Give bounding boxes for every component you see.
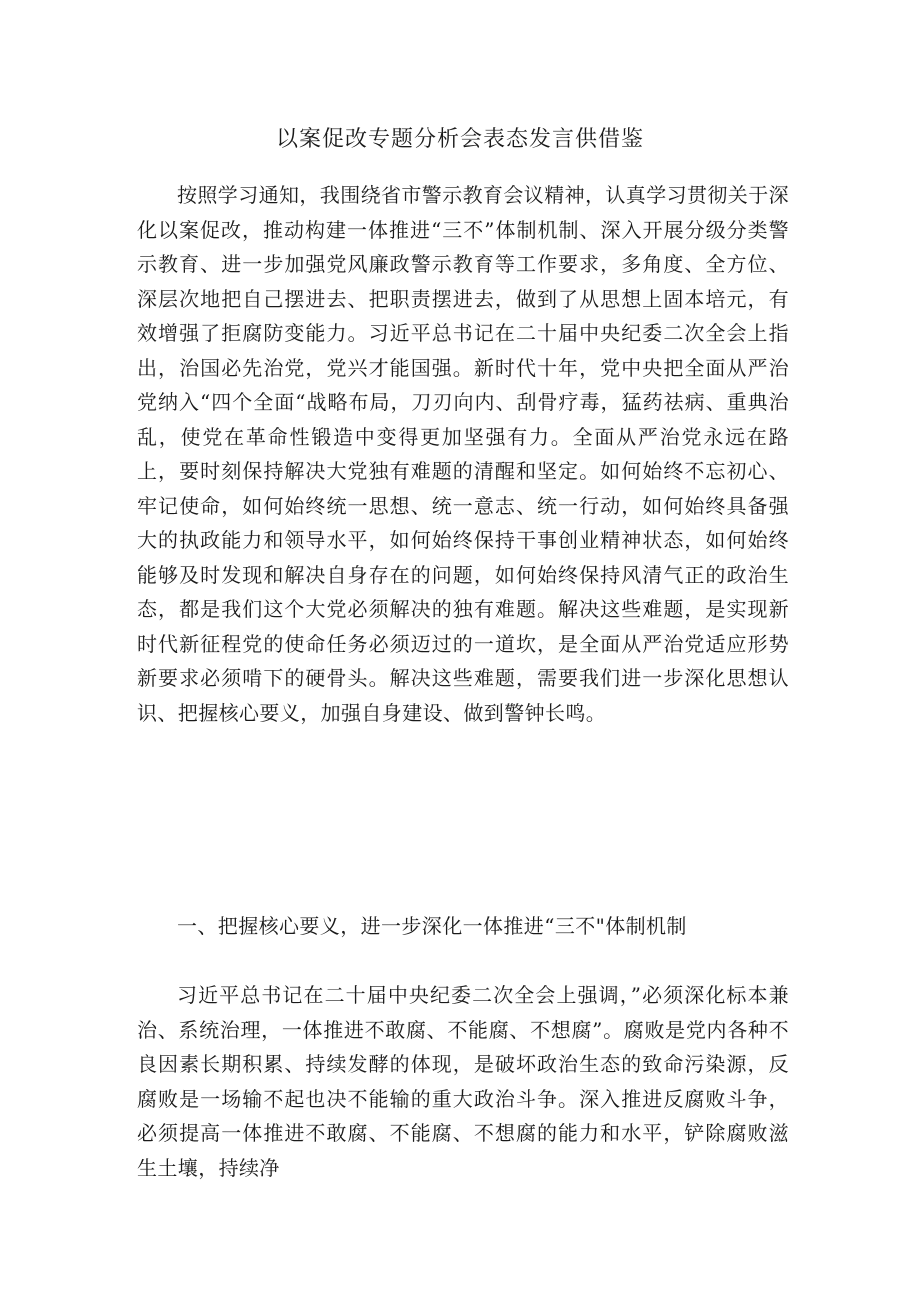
section-heading-1: 一、把握核心要义，进一步深化一体推进“三不"体制机制 [177,914,687,938]
body-paragraph-1: 按照学习通知，我围绕省市警示教育会议精神，认真学习贯彻关于深化以案促改，推动构建一体推进“三不”体制机制、深入开展分级分类警示教育、进一步加强党风廉政警示教育等工作要求，多角度、全方位、深层次地把自己摆进去、把职责摆进去，做到了从思想上固本培元，有效增强了拒腐防变能力。习近平总书记在二十届中央纪委二次全会上指出，治国必先治党，党兴才能国强。新时代十年，党中央把全面从严治党纳入“四个全面“战略布局，刀刃向内、刮骨疗毒，猛药祛病、重典治乱，使党在革命性锻造中变得更加坚强有力。全面从严治党永远在路上，要时刻保持解决大党独有难题的清醒和坚定。如何始终不忘初心、牢记使命，如何始终统一思想、统一意志、统一行动，如何始终具备强大的执政能力和领导水平，如何始终保持干事创业精神状态，如何始终能够及时发现和解决自身存在的问题，如何始终保持风清气正的政治生态，都是我们这个大党必须解决的独有难题。解决这些难题，是实现新时代新征程党的使命任务必须迈过的一道坎，是全面从严治党适应形势新要求必须啃下的硬骨头。解决这些难题，需要我们进一步深化思想认识、把握核心要义，加强自身建设、做到警钟长鸣。 [137,183,789,725]
body-paragraph-2: 习近平总书记在二十届中央纪委二次全会上强调，”必须深化标本兼治、系统治理，一体推进不敢腐、不能腐、不想腐”。腐败是党内各种不良因素长期积累、持续发酵的体现，是破坏政治生态的致命污染源，反腐败是一场输不起也决不能输的重大政治斗争。深入推进反腐败斗争，必须提高一体推进不敢腐、不能腐、不想腐的能力和水平，铲除腐败滋生土壤，持续净 [137,983,789,1180]
document-title: 以案促改专题分析会表态发言供借鉴 [275,127,644,152]
